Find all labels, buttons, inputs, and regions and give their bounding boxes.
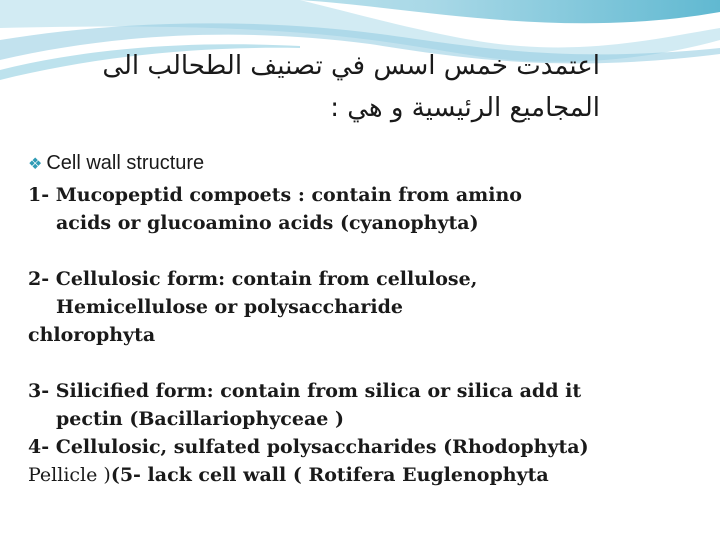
item-5-text: (5- lack cell wall ( Rotifera Euglenophyta bbox=[110, 464, 549, 486]
arabic-title-line-1: اعتمدت خمس اسس في تصنيف الطحالب الى bbox=[102, 51, 600, 81]
item-4-line-1: 4- Cellulosic, sulfated polysaccharides (Rhodophyta) bbox=[28, 436, 589, 458]
item-1-line-2: acids or glucoamino acids (cyanophyta) bbox=[56, 212, 479, 234]
arabic-title bbox=[40, 45, 600, 129]
spacer bbox=[28, 237, 708, 265]
item-2-line-2: Hemicellulose or polysaccharide bbox=[56, 296, 403, 318]
heading-text: Cell wall structure bbox=[46, 152, 205, 174]
item-5-line bbox=[28, 461, 708, 489]
spacer bbox=[28, 349, 708, 377]
item-5-prefix: Pellicle ) bbox=[28, 464, 111, 486]
diamond-bullet-icon: ❖ bbox=[28, 154, 43, 173]
item-3-line-1: 3- Silicified form: contain from silica or silica add it bbox=[28, 380, 582, 402]
item-1-line-1: 1- Mucopeptid compoets : contain from amino bbox=[28, 184, 522, 206]
wall-types-list bbox=[28, 181, 708, 489]
section-heading bbox=[28, 152, 204, 175]
item-3-line-2: pectin (Bacillariophyceae ) bbox=[56, 408, 344, 430]
arabic-title-line-2: المجاميع الرئيسية و هي : bbox=[330, 93, 600, 123]
item-2-line-1: 2- Cellulosic form: contain from cellulose, bbox=[28, 268, 478, 290]
item-2-line-3: chlorophyta bbox=[28, 324, 156, 346]
